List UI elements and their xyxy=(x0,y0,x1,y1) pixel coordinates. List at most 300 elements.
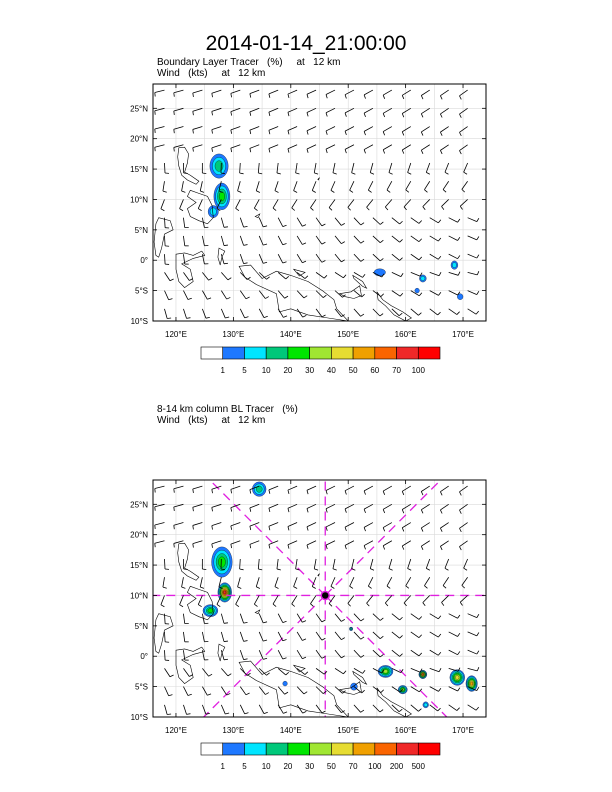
wind-barb-feather xyxy=(457,708,460,711)
y-tick-label: 0° xyxy=(140,652,148,662)
wind-barb-shaft xyxy=(368,181,373,190)
wind-barb-shaft xyxy=(373,309,380,316)
wind-barb-feather xyxy=(418,313,421,316)
wind-barb-shaft xyxy=(164,687,168,696)
wind-barb-feather xyxy=(421,95,423,99)
wind-barb-shaft xyxy=(364,145,373,150)
wind-barb-feather xyxy=(304,296,307,298)
y-tick-label: 5°S xyxy=(135,286,148,296)
colorbar-swatch xyxy=(244,347,266,359)
wind-barb-feather xyxy=(368,586,371,588)
wind-barb-feather xyxy=(263,244,267,245)
wind-barb-shaft xyxy=(240,309,244,318)
colorbar-label: 70 xyxy=(392,366,401,375)
wind-barb-shaft xyxy=(278,236,283,245)
wind-barb-feather xyxy=(402,546,404,550)
wind-barb-shaft xyxy=(292,595,297,603)
wind-barb-feather xyxy=(401,273,403,276)
wind-barb-feather xyxy=(477,614,479,617)
wind-barb-feather xyxy=(288,94,289,98)
wind-barb-shaft xyxy=(402,90,411,95)
wind-barb-shaft xyxy=(348,199,354,207)
wind-barb-shaft xyxy=(389,163,392,173)
wind-barb-shaft xyxy=(411,236,419,242)
wind-barb-shaft xyxy=(164,272,170,280)
wind-barb-shaft xyxy=(392,272,401,276)
wind-barb-shaft xyxy=(440,504,448,510)
wind-barb-shaft xyxy=(335,291,342,298)
wind-barb-feather xyxy=(212,130,213,134)
wind-barb-shaft xyxy=(430,705,438,711)
plot-area xyxy=(153,84,486,321)
wind-barb-shaft xyxy=(354,236,361,243)
wind-barb-shaft xyxy=(392,650,400,656)
wind-barb-shaft xyxy=(183,218,184,228)
wind-barb-feather xyxy=(458,237,460,240)
wind-barb-feather xyxy=(460,602,462,605)
wind-barb-shaft xyxy=(183,632,184,642)
wind-barb-feather xyxy=(283,658,287,659)
wind-barb-shaft xyxy=(250,127,259,131)
wind-barb-shaft xyxy=(174,504,184,507)
wind-barb-feather xyxy=(283,262,287,263)
wind-barb-shaft xyxy=(411,309,419,315)
x-tick-label: 130°E xyxy=(222,330,245,339)
wind-barb-shaft xyxy=(238,577,241,587)
wind-barb-shaft xyxy=(240,254,243,263)
y-tick-label: 15°N xyxy=(130,561,148,571)
wind-barb-shaft xyxy=(373,614,380,621)
wind-barb-feather xyxy=(426,172,430,174)
wind-barb-shaft xyxy=(421,541,429,546)
wind-barb-feather xyxy=(439,292,441,295)
wind-barb-feather xyxy=(419,257,422,260)
wind-barb-shaft xyxy=(182,577,184,587)
wind-barb-shaft xyxy=(316,236,322,244)
wind-barb-feather xyxy=(383,491,384,495)
wind-barb-feather xyxy=(275,191,279,193)
wind-barb-feather xyxy=(314,173,318,174)
wind-barb-feather xyxy=(370,173,374,175)
wind-barb-feather xyxy=(236,604,239,606)
wind-barb-shaft xyxy=(307,486,316,490)
wind-barb-feather xyxy=(288,149,289,153)
wind-barb-feather xyxy=(198,605,201,607)
wind-barb-feather xyxy=(244,641,248,642)
wind-barb-feather xyxy=(292,604,295,607)
wind-barb-shaft xyxy=(445,163,449,172)
wind-barb-feather xyxy=(305,672,308,675)
wind-barb-shaft xyxy=(231,541,240,544)
wind-barb-shaft xyxy=(259,236,263,245)
wind-barb-feather xyxy=(345,131,346,135)
wind-barb-feather xyxy=(380,314,383,316)
wind-barb-shaft xyxy=(273,199,278,208)
wind-barb-shaft xyxy=(333,163,335,173)
wind-barb-shaft xyxy=(174,108,184,111)
wind-barb-feather xyxy=(266,277,269,279)
wind-barb-shaft xyxy=(423,199,430,206)
wind-barb-shaft xyxy=(212,541,222,544)
wind-barb-shaft xyxy=(288,486,297,490)
wind-barb-shaft xyxy=(440,108,448,114)
wind-barb-feather xyxy=(361,223,364,225)
wind-barb-feather xyxy=(307,527,308,531)
wind-barb-feather xyxy=(440,528,442,532)
wind-barb-feather xyxy=(250,130,251,134)
wind-barb-feather xyxy=(277,173,281,174)
wind-barb-shaft xyxy=(402,523,411,528)
wind-barb-feather xyxy=(189,675,193,677)
wind-barb-feather xyxy=(307,94,308,98)
wind-barb-feather xyxy=(245,713,249,714)
wind-barb-shaft xyxy=(221,705,225,714)
wind-barb-feather xyxy=(438,256,441,259)
wind-barb-shaft xyxy=(468,236,477,240)
coastline-0 xyxy=(178,543,199,580)
wind-barb-feather xyxy=(341,315,344,317)
wind-barb-feather xyxy=(163,587,167,588)
wind-barb-feather xyxy=(161,605,164,607)
wind-barb-shaft xyxy=(278,705,283,714)
colorbar-swatch xyxy=(397,743,419,755)
wind-barb-shaft xyxy=(164,705,167,715)
colorbar-label: 1 xyxy=(220,366,225,375)
wind-barb-feather xyxy=(303,711,307,713)
wind-barb-shaft xyxy=(468,272,478,274)
wind-barb-feather xyxy=(326,490,327,494)
wind-barb-feather xyxy=(439,272,441,276)
wind-barb-feather xyxy=(367,603,370,606)
wind-barb-shaft xyxy=(329,199,335,207)
wind-barb-feather xyxy=(404,207,407,210)
wind-barb-feather xyxy=(263,640,267,641)
wind-barb-shaft xyxy=(174,523,184,526)
wind-barb-feather xyxy=(380,240,383,243)
wind-barb-shaft xyxy=(345,541,354,546)
wind-barb-feather xyxy=(426,568,430,570)
wind-barb-feather xyxy=(341,223,344,225)
wind-barb-feather xyxy=(323,295,326,297)
wind-barb-feather xyxy=(212,489,213,493)
wind-barb-shaft xyxy=(200,181,202,191)
wind-barb-feather xyxy=(333,173,337,174)
wind-barb-feather xyxy=(302,657,306,659)
wind-barb-shaft xyxy=(161,199,165,208)
wind-barb-shaft xyxy=(459,523,467,529)
wind-barb-feather xyxy=(244,263,248,264)
wind-barb-feather xyxy=(400,221,403,224)
wind-barb-shaft xyxy=(364,127,373,132)
wind-barb-feather xyxy=(228,278,231,280)
wind-barb-shaft xyxy=(163,181,165,191)
wind-barb-shaft xyxy=(312,181,316,190)
wind-barb-feather xyxy=(265,693,268,695)
wind-barb-shaft xyxy=(314,559,316,569)
x-tick-label: 120°E xyxy=(165,330,187,339)
coastline-3 xyxy=(176,647,205,684)
wind-barb-feather xyxy=(458,688,460,691)
wind-barb-shaft xyxy=(316,668,324,674)
wind-barb-feather xyxy=(333,569,337,570)
wind-barb-feather xyxy=(408,172,412,174)
wind-barb-feather xyxy=(477,236,479,239)
wind-barb-feather xyxy=(189,279,193,281)
wind-barb-feather xyxy=(421,528,423,532)
wind-barb-shaft xyxy=(212,90,222,93)
wind-barb-feather xyxy=(364,150,365,154)
wind-barb-shaft xyxy=(240,163,241,173)
wind-barb-shaft xyxy=(294,181,298,190)
wind-barb-shaft xyxy=(163,577,165,587)
wind-barb-shaft xyxy=(345,108,354,113)
wind-barb-shaft xyxy=(155,541,165,543)
wind-barb-feather xyxy=(438,652,441,655)
wind-barb-shaft xyxy=(250,90,259,94)
wind-barb-shaft xyxy=(296,559,297,569)
wind-barb-shaft xyxy=(240,632,243,641)
colorbar-swatch xyxy=(353,347,375,359)
tracer-blob-12-level-3 xyxy=(350,628,352,630)
y-tick-label: 25°N xyxy=(130,500,148,510)
wind-barb-shaft xyxy=(240,650,243,659)
wind-barb-feather xyxy=(477,255,479,258)
wind-barb-feather xyxy=(326,545,327,549)
wind-barb-shaft xyxy=(383,523,392,528)
wind-barb-feather xyxy=(421,150,423,154)
wind-barb-feather xyxy=(458,633,460,636)
wind-barb-feather xyxy=(265,297,268,299)
wind-barb-shaft xyxy=(236,595,241,604)
x-tick-label: 130°E xyxy=(222,726,245,735)
wind-barb-shaft xyxy=(449,254,458,259)
wind-barb-feather xyxy=(217,604,220,606)
x-tick-label: 150°E xyxy=(337,726,360,735)
wind-barb-shaft xyxy=(212,108,222,111)
wind-barb-feather xyxy=(273,604,276,607)
wind-barb-shaft xyxy=(345,145,354,150)
wind-barb-feather xyxy=(174,111,175,115)
wind-barb-feather xyxy=(161,209,164,211)
wind-barb-feather xyxy=(182,587,186,588)
wind-barb-shaft xyxy=(402,486,411,491)
wind-barb-feather xyxy=(361,619,364,621)
colorbar-label: 100 xyxy=(411,366,425,375)
wind-barb-feather xyxy=(380,222,383,225)
wind-barb-shaft xyxy=(240,668,247,675)
wind-barb-feather xyxy=(269,94,270,98)
wind-barb-shaft xyxy=(297,218,302,227)
wind-barb-shaft xyxy=(297,650,302,659)
wind-barb-shaft xyxy=(459,127,467,133)
wind-barb-shaft xyxy=(269,523,278,527)
wind-barb-feather xyxy=(174,507,175,511)
wind-barb-feather xyxy=(202,569,206,570)
wind-barb-shaft xyxy=(259,650,263,659)
wind-barb-feather xyxy=(458,255,460,258)
wind-barb-shaft xyxy=(440,486,448,492)
wind-barb-shaft xyxy=(269,108,278,112)
wind-barb-shaft xyxy=(221,668,228,676)
colorbar-swatch xyxy=(397,347,419,359)
x-tick-label: 150°E xyxy=(337,330,360,339)
wind-barb-shaft xyxy=(392,705,399,712)
wind-barb-feather xyxy=(404,603,407,606)
coastline-10 xyxy=(255,610,260,614)
wind-barb-feather xyxy=(438,312,441,315)
wind-barb-feather xyxy=(269,112,270,116)
wind-barb-feather xyxy=(302,243,306,245)
wind-barb-feather xyxy=(438,220,441,223)
wind-barb-feather xyxy=(170,675,174,677)
wind-barb-shaft xyxy=(468,705,476,710)
wind-barb-shaft xyxy=(392,218,400,224)
wind-barb-shaft xyxy=(430,236,439,241)
wind-barb-shaft xyxy=(250,541,259,545)
colorbar-swatch xyxy=(266,347,288,359)
wind-barb-shaft xyxy=(269,127,278,131)
wind-barb-shaft xyxy=(278,309,283,318)
wind-barb-feather xyxy=(345,491,346,495)
wind-barb-feather xyxy=(329,604,332,607)
wind-barb-feather xyxy=(167,318,171,319)
wind-barb-feather xyxy=(361,241,364,243)
wind-barb-feather xyxy=(285,692,288,694)
storm-center-marker xyxy=(321,591,329,599)
wind-barb-feather xyxy=(303,315,307,317)
wind-barb-shaft xyxy=(354,632,361,639)
wind-barb-shaft xyxy=(440,145,448,151)
wind-barb-shaft xyxy=(202,632,204,642)
wind-barb-shaft xyxy=(278,687,284,695)
wind-barb-shaft xyxy=(392,236,400,242)
wind-barb-shaft xyxy=(155,127,165,129)
wind-barb-feather xyxy=(464,568,467,570)
y-tick-label: 20°N xyxy=(130,530,148,540)
wind-barb-shaft xyxy=(326,127,335,131)
wind-barb-shaft xyxy=(404,595,411,602)
wind-barb-feather xyxy=(477,651,479,654)
tracer-blob-2-level-9 xyxy=(224,591,226,594)
wind-barb-feather xyxy=(402,114,404,118)
wind-barb-shaft xyxy=(155,90,165,92)
wind-barb-shaft xyxy=(421,127,429,132)
wind-barb-feather xyxy=(231,508,232,512)
wind-barb-feather xyxy=(389,569,393,571)
wind-barb-shaft xyxy=(296,163,297,173)
colorbar-label: 5 xyxy=(242,762,247,771)
wind-barb-feather xyxy=(245,317,249,318)
wind-barb-shaft xyxy=(198,595,202,604)
wind-barb-shaft xyxy=(468,650,477,654)
x-tick-label: 170°E xyxy=(452,330,474,339)
wind-barb-shaft xyxy=(440,523,448,529)
wind-barb-shaft xyxy=(258,163,259,173)
wind-barb-shaft xyxy=(445,559,449,568)
wind-barb-shaft xyxy=(423,595,430,602)
wind-barb-shaft xyxy=(354,218,361,225)
wind-barb-feather xyxy=(310,208,313,211)
wind-barb-feather xyxy=(331,190,334,192)
wind-barb-shaft xyxy=(387,577,392,586)
wind-barb-feather xyxy=(212,526,213,530)
wind-barb-feather xyxy=(227,297,231,299)
wind-barb-shaft xyxy=(430,309,438,315)
wind-barb-feather xyxy=(294,191,298,193)
wind-barb-shaft xyxy=(212,127,222,130)
wind-barb-feather xyxy=(362,294,365,297)
wind-barb-feather xyxy=(364,546,365,550)
wind-barb-feather xyxy=(419,653,422,656)
wind-barb-feather xyxy=(263,658,267,659)
wind-barb-shaft xyxy=(459,145,467,151)
wind-barb-feather xyxy=(383,132,384,136)
wind-barb-feather xyxy=(263,622,267,623)
wind-barb-feather xyxy=(399,313,402,316)
wind-barb-shaft xyxy=(331,577,335,586)
wind-barb-shaft xyxy=(364,486,373,491)
wind-barb-feather xyxy=(345,509,346,513)
colorbar-swatch xyxy=(223,743,245,755)
wind-barb-feather xyxy=(322,711,326,713)
wind-barb-shaft xyxy=(449,236,458,241)
wind-barb-shaft xyxy=(288,523,297,527)
colorbar-label: 20 xyxy=(283,762,293,771)
wind-barb-shaft xyxy=(468,254,477,258)
wind-barb-shaft xyxy=(278,614,283,623)
wind-barb-feather xyxy=(307,149,308,153)
wind-barb-shaft xyxy=(392,291,400,297)
wind-barb-shaft xyxy=(440,90,448,96)
wind-barb-shaft xyxy=(459,541,467,547)
wind-barb-feather xyxy=(440,546,442,550)
wind-barb-feather xyxy=(224,659,228,660)
wind-barb-feather xyxy=(206,317,210,318)
wind-barb-feather xyxy=(459,151,461,155)
wind-barb-feather xyxy=(477,271,479,275)
y-tick-label: 10°S xyxy=(130,713,148,722)
wind-barb-shaft xyxy=(468,218,477,222)
wind-barb-feather xyxy=(187,714,191,715)
coastline-2 xyxy=(154,614,173,654)
wind-barb-shaft xyxy=(402,145,411,150)
wind-barb-shaft xyxy=(183,705,186,715)
wind-barb-shaft xyxy=(402,127,411,132)
wind-barb-feather xyxy=(400,635,403,638)
wind-barb-shaft xyxy=(231,145,240,148)
wind-barb-feather xyxy=(387,190,390,192)
wind-barb-feather xyxy=(419,220,422,223)
wind-barb-shaft xyxy=(348,595,354,603)
y-tick-label: 5°N xyxy=(134,225,148,235)
wind-barb-shaft xyxy=(333,559,335,569)
wind-barb-feather xyxy=(459,510,461,514)
wind-barb-feather xyxy=(302,261,306,263)
wind-barb-feather xyxy=(266,673,269,675)
wind-barb-feather xyxy=(174,525,175,529)
colorbar-swatch xyxy=(201,347,223,359)
wind-barb-shaft xyxy=(430,254,439,259)
wind-barb-feather xyxy=(200,587,204,588)
wind-barb-feather xyxy=(302,621,306,623)
wind-barb-shaft xyxy=(164,559,165,569)
wind-barb-feather xyxy=(329,208,332,211)
wind-barb-feather xyxy=(264,316,268,317)
wind-barb-shaft xyxy=(278,291,284,299)
wind-barb-feather xyxy=(250,112,251,116)
coastline-1 xyxy=(187,190,213,224)
wind-barb-shaft xyxy=(430,614,439,619)
